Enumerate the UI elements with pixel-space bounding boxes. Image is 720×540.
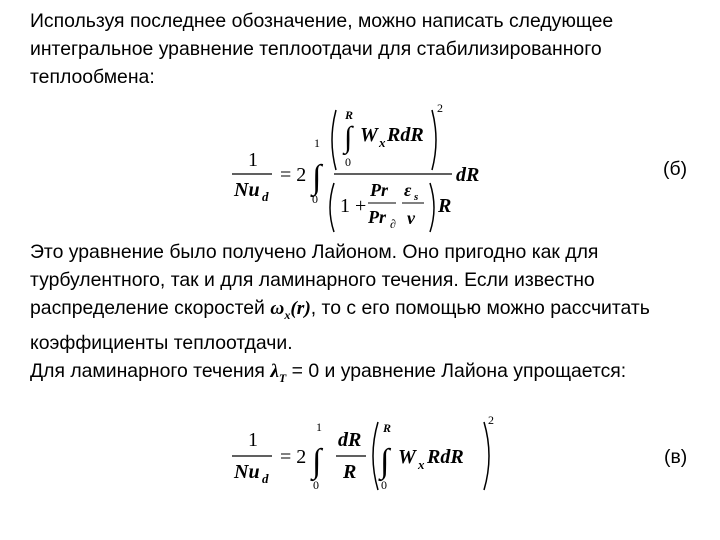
eq-v-dr-num: dR xyxy=(338,429,362,451)
eq-v-lhs-den-sub: d xyxy=(262,471,269,486)
eq-v-inner-integral-sign: ∫ xyxy=(380,443,390,480)
eq-b-lhs-num: 1 xyxy=(248,149,258,171)
paragraph-laminar-text-2: = 0 и уравнение Лайона упрощается: xyxy=(286,360,627,382)
eq-v-integrand-sub: x xyxy=(418,457,425,472)
paragraph-lyon-text-2: , то с его помощью можно рассчитать коэффициенты теплоотдачи. xyxy=(30,297,650,354)
eq-v-outer-integral-sign: ∫ xyxy=(312,443,322,480)
eq-v-inner-lower: 0 xyxy=(381,478,387,492)
eq-v-right-paren xyxy=(484,422,489,490)
eq-b-integrand-w: W xyxy=(360,124,378,146)
eq-b-outer-lower: 0 xyxy=(312,192,318,206)
eq-b-frac2-den: ν xyxy=(407,208,415,228)
eq-b-outer-integral-sign: ∫ xyxy=(312,159,322,196)
eq-v-lhs-num: 1 xyxy=(248,429,258,451)
eq-b-one-plus: 1 + xyxy=(340,195,367,217)
eq-v-integrand-rest: RdR xyxy=(427,446,464,468)
eq-b-den-r: R xyxy=(438,195,452,217)
paragraph-laminar-text-1: Для ламинарного течения xyxy=(30,360,271,382)
eq-v-inner-upper: R xyxy=(383,421,392,435)
eq-v-lhs-den: Nu xyxy=(234,461,260,483)
eq-b-frac1-den: Pr xyxy=(368,207,386,227)
eq-v-outer-lower: 0 xyxy=(313,478,319,492)
eq-b-inner-integral-sign: ∫ xyxy=(344,121,353,154)
eq-b-equals-two: = 2 xyxy=(280,164,307,186)
paragraph-intro: Используя последнее обозначение, можно написать следующее интегральное уравнение теплоотдачи для стабилизированного теплообмена: xyxy=(30,10,614,88)
eq-b-integrand-sub: x xyxy=(379,135,386,150)
eq-v-dr-den: R xyxy=(343,461,357,483)
eq-v-equals-two: = 2 xyxy=(280,446,307,468)
eq-b-inner-lower: 0 xyxy=(345,155,351,169)
eq-v-outer-upper: 1 xyxy=(316,420,322,434)
eq-b-integrand-rest: RdR xyxy=(387,124,424,146)
equation-b-label: (б) xyxy=(663,158,688,180)
eq-b-power: 2 xyxy=(437,101,443,115)
eq-v-power: 2 xyxy=(488,413,494,427)
eq-b-lhs-den-sub: d xyxy=(262,189,269,204)
eq-b-frac1-den-sub: ∂ xyxy=(390,217,396,231)
lambda-symbol: $\lambda_T$ xyxy=(270,361,287,385)
eq-b-dr: dR xyxy=(456,164,480,186)
eq-b-frac1-num: Pr xyxy=(370,180,388,200)
eq-b-lhs-den: Nu xyxy=(234,179,260,201)
equation-v-label: (в) xyxy=(664,446,688,468)
eq-b-frac2-num: ε xyxy=(404,180,412,200)
eq-b-frac2-num-sub: s xyxy=(414,191,419,203)
omega-symbol: $\omega_x(r)$ xyxy=(270,298,311,322)
eq-v-integrand-w: W xyxy=(398,446,416,468)
eq-v-left-paren xyxy=(373,422,378,490)
eq-b-outer-upper: 1 xyxy=(314,136,320,150)
paragraph-lyon-text-1: Это уравнение было получено Лайоном. Оно пригодно как для турбулентного, так и для ламинарного течения. Если известно распределение скоростей xyxy=(30,241,599,319)
eq-b-inner-upper: R xyxy=(345,108,354,122)
